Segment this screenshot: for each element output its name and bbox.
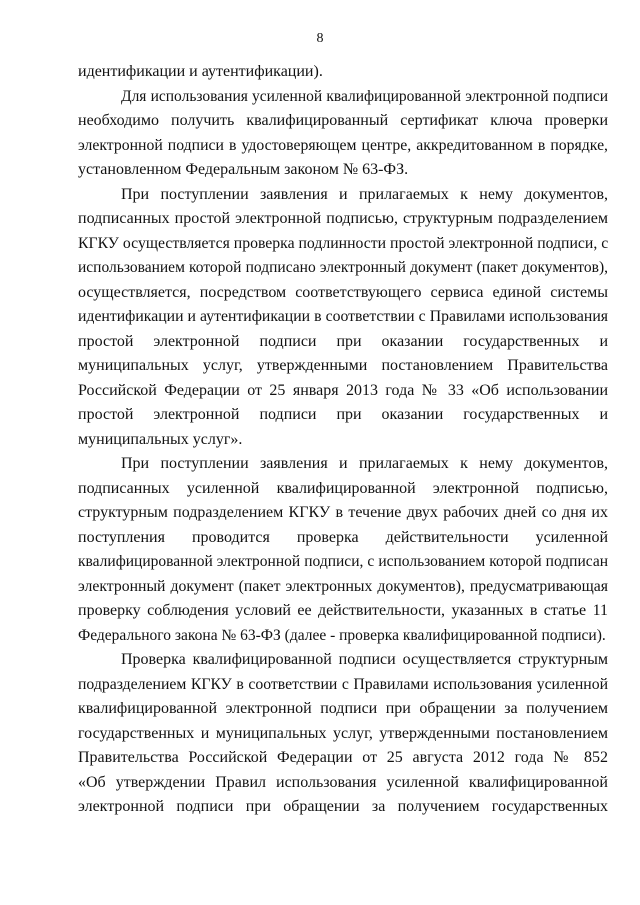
text-line: подписанных простой электронной подписью, структурным подразделением [78,210,608,227]
text-line: подразделением КГКУ в соответствии с Правилами использования усиленной [78,675,608,693]
text-line: электронный документ (пакет электронных документов), предусматривающая [78,577,608,595]
text-line: структурным подразделением КГКУ в течение двух рабочих дней со дня их [78,504,608,521]
text-line: проверку соблюдения условий ее действительности, указанных в статье 11 [78,602,608,619]
text-line: Проверка квалифицированной подписи осуществляется структурным [121,651,608,668]
text-line: простой электронной подписи при оказании государственных и [78,332,608,350]
text-line: простой электронной подписи при оказании государственных и [78,406,608,423]
text-line: Федерального закона № 63-ФЗ (далее - проверка квалифицированной подписи). [78,626,606,644]
text-line: поступления проводится проверка действительности усиленной [78,528,608,546]
text-line: необходимо получить квалифицированный сертификат ключа проверки [78,112,608,129]
text-line: государственных и муниципальных услуг, утвержденными постановлением [78,724,608,742]
text-line: электронной подписи в удостоверяющем центре, аккредитованном в порядке, [78,136,608,154]
text-line: квалифицированной электронной подписи при обращении за получением [78,700,608,717]
text-line: подписанных усиленной квалифицированной электронной подписью, [78,479,608,497]
text-line: муниципальных услуг, утвержденными постановлением Правительства [78,357,608,374]
text-line: КГКУ осуществляется проверка подлинности простой электронной подписи, с [78,234,608,252]
text-line: При поступлении заявления и прилагаемых к нему документов, [121,455,608,472]
text-line: использованием которой подписано электронный документ (пакет документов), [78,259,608,276]
text-line: осуществляется, посредством соответствующего сервиса единой системы [78,283,608,301]
text-line: квалифицированной электронной подписи, с использованием которой подписан [78,553,608,570]
page-number: 8 [316,31,324,46]
text-line: идентификации и аутентификации в соответствии с Правилами использования [78,308,608,325]
text-line: Российской Федерации от 25 января 2013 года № 33 «Об использовании [78,381,608,399]
text-line: Правительства Российской Федерации от 25 августа 2012 года № 852 [78,749,608,766]
document-body [78,60,608,820]
text-line: установленном Федеральным законом № 63-ФЗ. [78,161,409,178]
text-line: муниципальных услуг». [78,430,243,448]
text-line: Для использования усиленной квалифицированной электронной подписи [121,87,608,105]
text-line: «Об утверждении Правил использования усиленной квалифицированной [78,773,608,791]
text-line: электронной подписи при обращении за получением государственных [78,798,608,815]
text-line: При поступлении заявления и прилагаемых к нему документов, [121,185,608,203]
text-line: идентификации и аутентификации). [78,63,323,80]
